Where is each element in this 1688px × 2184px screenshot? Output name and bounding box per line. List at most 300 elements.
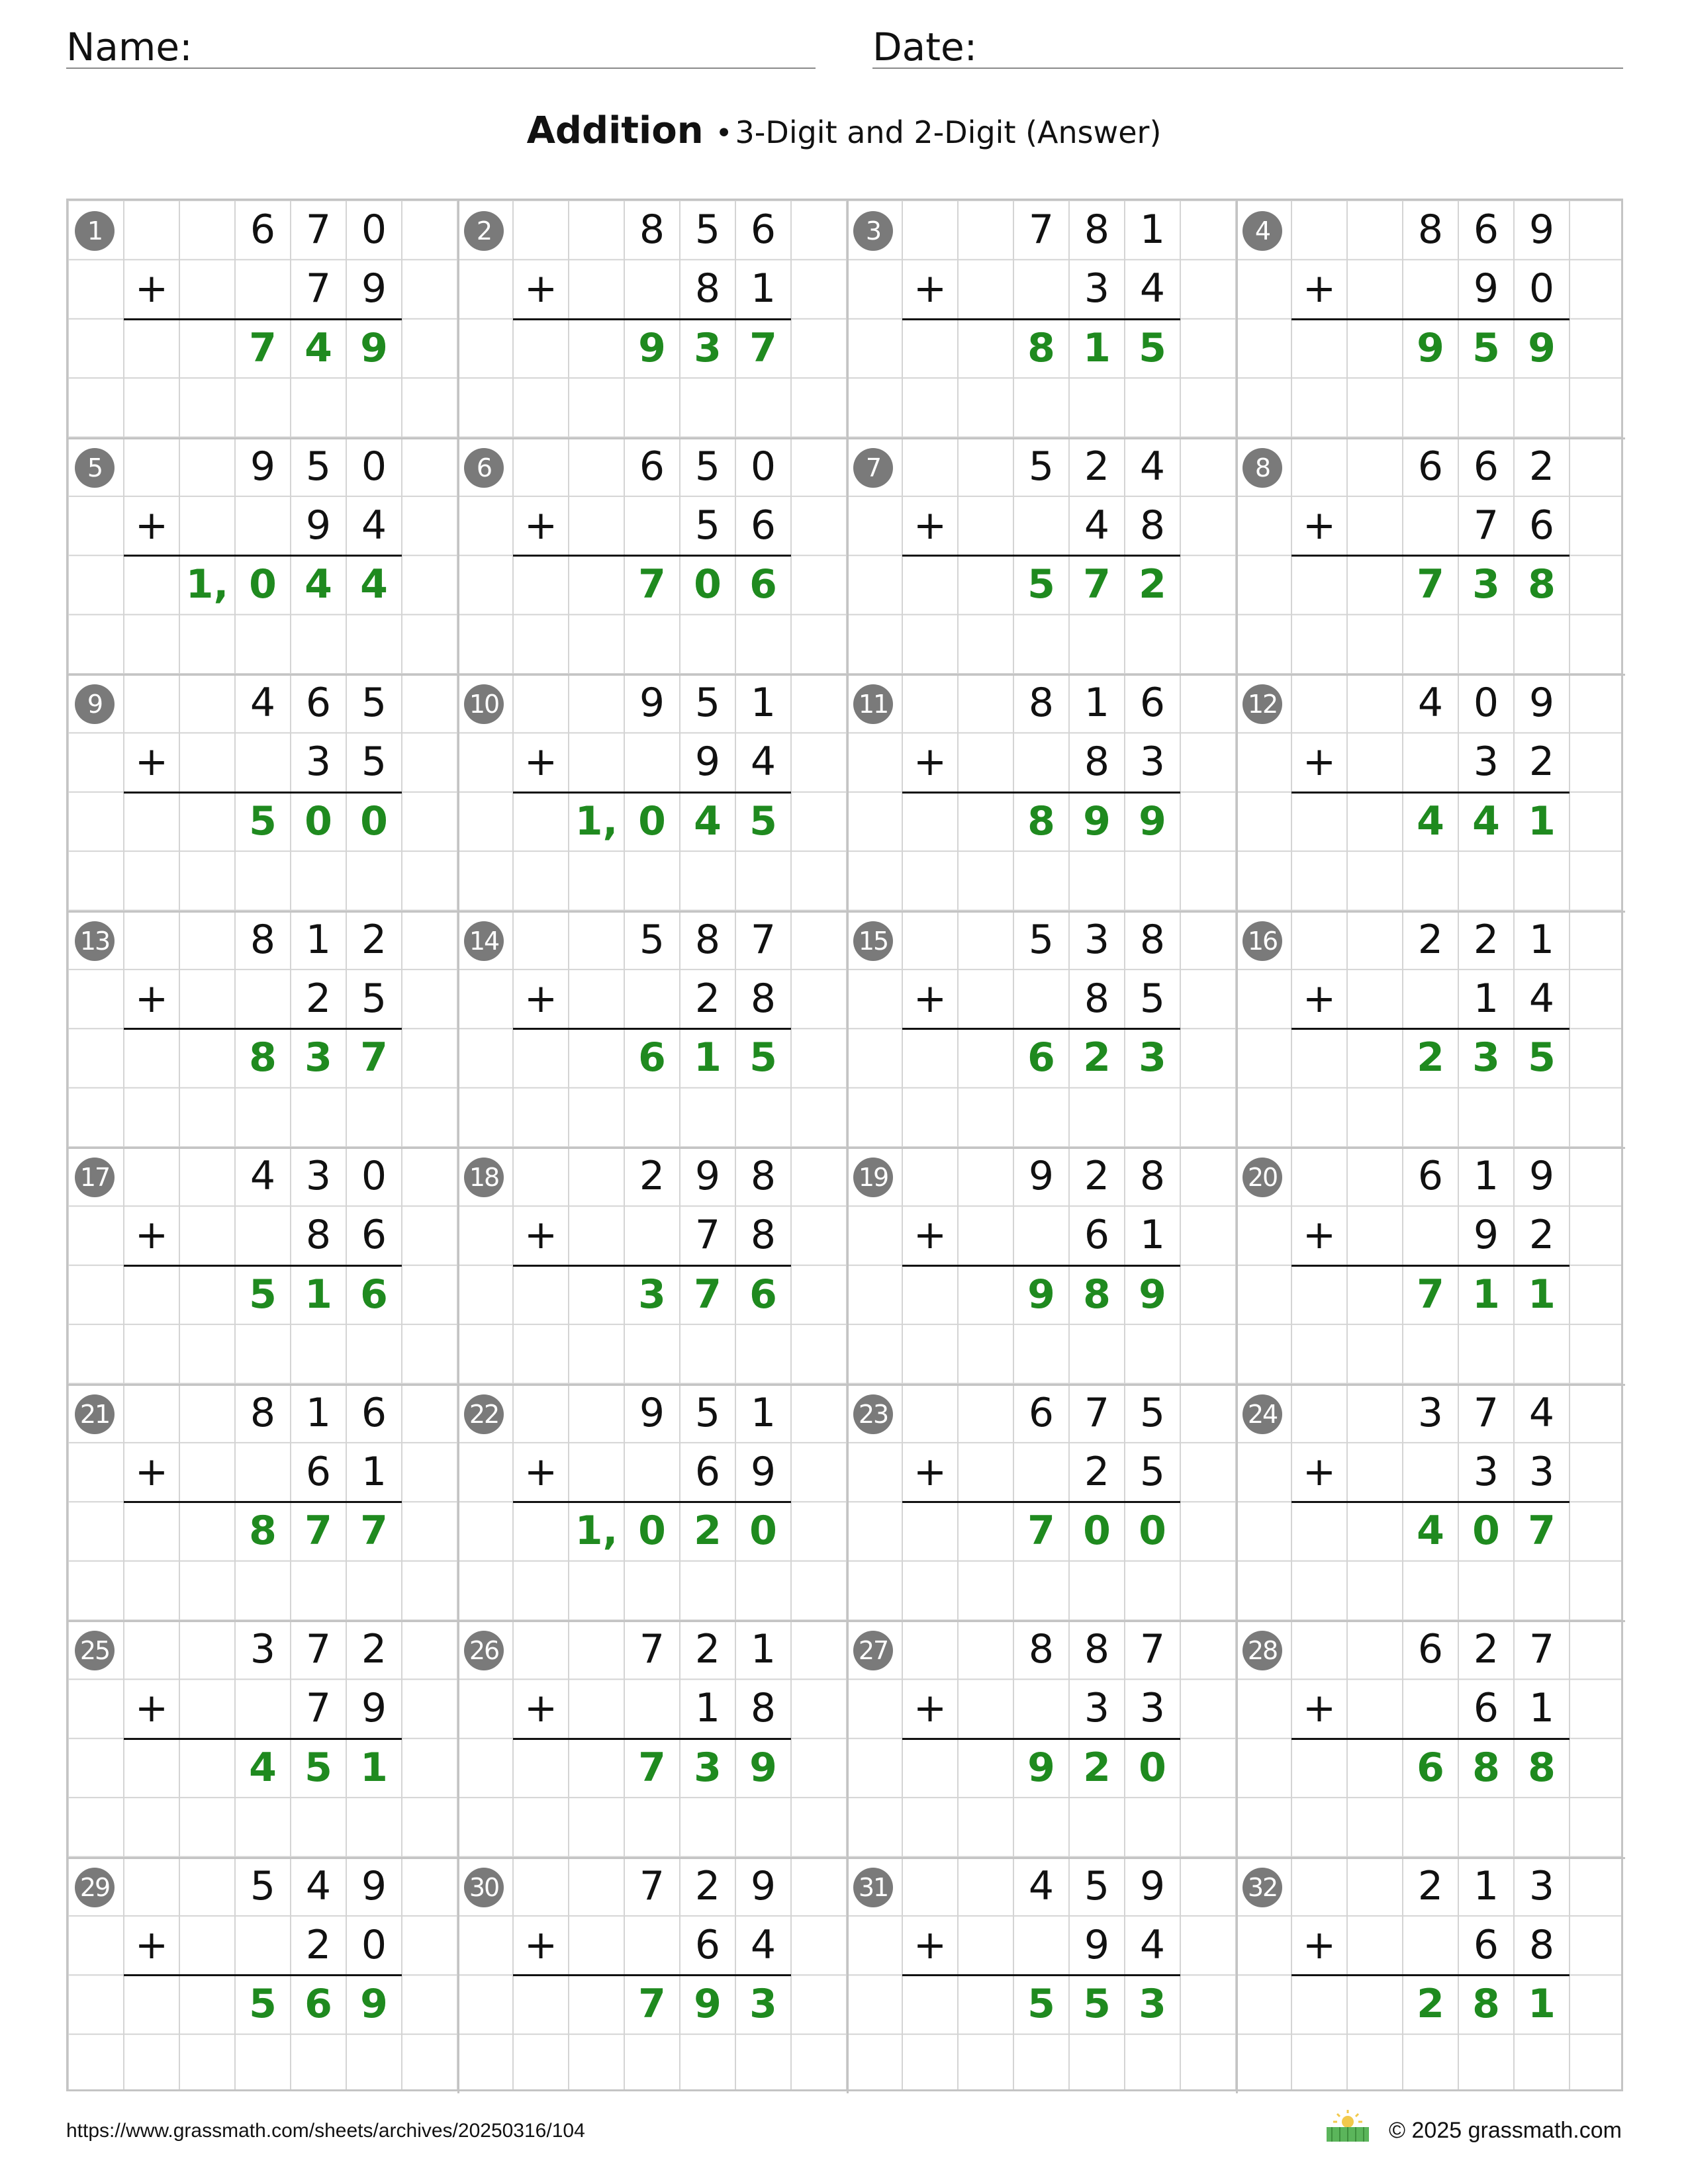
plus-sign: + — [1302, 975, 1336, 1022]
addend-digit: 0 — [750, 443, 776, 490]
answer-digit: 8 — [1528, 561, 1556, 608]
answer-digit: 1, — [575, 1508, 618, 1555]
answer-digit: 6 — [305, 1981, 332, 2028]
addend-digit: 7 — [1473, 1389, 1499, 1436]
problem-number-badge: 31 — [853, 1868, 893, 1907]
title-main: Addition — [526, 109, 704, 152]
addend-digit: 5 — [305, 443, 332, 490]
problem-22 — [457, 1384, 847, 1621]
answer-digit: 1 — [694, 1034, 722, 1081]
addend-digit: 9 — [361, 1862, 387, 1909]
answer-digit: 7 — [638, 1744, 666, 1791]
answer-digit: 0 — [638, 797, 666, 844]
addend-digit: 4 — [305, 1862, 332, 1909]
problem-16 — [1236, 911, 1625, 1148]
addend-digit: 9 — [1028, 1153, 1055, 1199]
plus-sign: + — [524, 1448, 558, 1495]
answer-digit: 7 — [1027, 1508, 1055, 1555]
addend-digit: 3 — [305, 1153, 332, 1199]
addend-digit: 1 — [1473, 1153, 1499, 1199]
answer-digit: 0 — [1139, 1508, 1166, 1555]
answer-digit: 9 — [1528, 324, 1556, 371]
plus-sign: + — [134, 975, 169, 1022]
answer-digit: 6 — [1417, 1744, 1444, 1791]
answer-digit: 6 — [638, 1034, 666, 1081]
problem-29 — [68, 1857, 457, 2094]
addend-digit: 9 — [1528, 680, 1555, 726]
problem-number-badge: 22 — [464, 1394, 504, 1434]
addend-digit: 1 — [1473, 975, 1499, 1022]
problem-15 — [847, 911, 1236, 1148]
addend-digit: 4 — [750, 1921, 776, 1968]
problem-10 — [457, 674, 847, 911]
plus-sign: + — [913, 1448, 947, 1495]
plus-sign: + — [134, 739, 169, 786]
answer-digit: 5 — [305, 1744, 332, 1791]
problem-number-badge: 21 — [75, 1394, 115, 1434]
addend-digit: 8 — [1084, 206, 1110, 253]
addend-digit: 6 — [639, 443, 665, 490]
problem-32 — [1236, 1857, 1625, 2094]
addend-digit: 3 — [1084, 916, 1110, 963]
answer-digit: 7 — [360, 1508, 388, 1555]
addend-digit: 2 — [1417, 1862, 1444, 1909]
answer-digit: 9 — [1083, 797, 1111, 844]
plus-sign: + — [134, 1921, 169, 1968]
addend-digit: 4 — [1417, 680, 1444, 726]
answer-digit: 9 — [1027, 1271, 1055, 1318]
addend-digit: 3 — [1139, 739, 1166, 786]
plus-sign: + — [1302, 1212, 1336, 1259]
addend-digit: 3 — [1084, 1685, 1110, 1732]
addend-digit: 6 — [1417, 1153, 1444, 1199]
addend-digit: 7 — [1028, 206, 1055, 253]
plus-sign: + — [913, 975, 947, 1022]
answer-digit: 5 — [749, 797, 777, 844]
problem-4 — [1236, 201, 1625, 437]
answer-digit: 5 — [249, 1271, 277, 1318]
problem-9 — [68, 674, 457, 911]
addend-digit: 7 — [639, 1862, 665, 1909]
answer-digit: 8 — [249, 1034, 277, 1081]
addend-digit: 5 — [361, 975, 387, 1022]
addend-digit: 1 — [1139, 206, 1166, 253]
addend-digit: 6 — [305, 680, 332, 726]
addend-digit: 9 — [1139, 1862, 1166, 1909]
addend-digit: 5 — [639, 916, 665, 963]
problem-number-badge: 1 — [75, 211, 115, 251]
answer-digit: 1 — [1472, 1271, 1500, 1318]
problem-31 — [847, 1857, 1236, 2094]
addend-digit: 6 — [305, 1448, 332, 1495]
addend-digit: 2 — [1473, 916, 1499, 963]
problem-number-badge: 17 — [75, 1158, 115, 1197]
answer-digit: 9 — [1417, 324, 1444, 371]
addend-digit: 3 — [1528, 1448, 1555, 1495]
answer-digit: 4 — [305, 324, 332, 371]
addend-digit: 2 — [1528, 739, 1555, 786]
answer-digit: 5 — [1528, 1034, 1556, 1081]
plus-sign: + — [524, 502, 558, 549]
addend-digit: 1 — [750, 1626, 776, 1672]
addend-digit: 9 — [694, 739, 721, 786]
answer-digit: 0 — [1083, 1508, 1111, 1555]
problem-12 — [1236, 674, 1625, 911]
problem-number-badge: 15 — [853, 921, 893, 961]
addend-digit: 7 — [694, 1212, 721, 1259]
addend-digit: 3 — [1473, 1448, 1499, 1495]
addend-digit: 7 — [1528, 1626, 1555, 1672]
problem-24 — [1236, 1384, 1625, 1621]
problem-number-badge: 16 — [1243, 921, 1282, 961]
plus-sign: + — [134, 1212, 169, 1259]
answer-digit: 7 — [360, 1034, 388, 1081]
answer-digit: 5 — [1027, 561, 1055, 608]
addend-digit: 0 — [361, 1921, 387, 1968]
addend-digit: 5 — [694, 443, 721, 490]
answer-digit: 5 — [749, 1034, 777, 1081]
addend-digit: 8 — [694, 265, 721, 312]
problem-5 — [68, 437, 457, 674]
plus-sign: + — [524, 739, 558, 786]
addend-digit: 6 — [1417, 443, 1444, 490]
addend-digit: 1 — [694, 1685, 721, 1732]
answer-digit: 8 — [1083, 1271, 1111, 1318]
answer-digit: 2 — [694, 1508, 722, 1555]
problem-number-badge: 26 — [464, 1631, 504, 1670]
addend-digit: 6 — [1028, 1389, 1055, 1436]
answer-digit: 6 — [1027, 1034, 1055, 1081]
problem-number-badge: 29 — [75, 1868, 115, 1907]
addend-digit: 7 — [639, 1626, 665, 1672]
addend-digit: 6 — [361, 1389, 387, 1436]
addend-digit: 8 — [694, 916, 721, 963]
problem-number-badge: 20 — [1243, 1158, 1282, 1197]
answer-digit: 4 — [360, 561, 388, 608]
addend-digit: 1 — [1528, 916, 1555, 963]
problem-number-badge: 5 — [75, 448, 115, 488]
addend-digit: 9 — [305, 502, 332, 549]
addend-digit: 7 — [1139, 1626, 1166, 1672]
problem-19 — [847, 1147, 1236, 1384]
addend-digit: 9 — [361, 265, 387, 312]
plus-sign: + — [1302, 1685, 1336, 1732]
addend-digit: 6 — [694, 1921, 721, 1968]
addend-digit: 9 — [361, 1685, 387, 1732]
addend-digit: 5 — [1084, 1862, 1110, 1909]
answer-digit: 7 — [1083, 561, 1111, 608]
addend-digit: 4 — [1528, 975, 1555, 1022]
addend-digit: 6 — [1084, 1212, 1110, 1259]
grassmath-logo-icon — [1324, 2109, 1372, 2143]
addend-digit: 5 — [1139, 1448, 1166, 1495]
answer-digit: 4 — [1417, 1508, 1444, 1555]
addend-digit: 4 — [1028, 1862, 1055, 1909]
addend-digit: 0 — [1528, 265, 1555, 312]
problem-number-badge: 10 — [464, 684, 504, 724]
title-subtitle: 3-Digit and 2-Digit (Answer) — [735, 114, 1162, 150]
answer-digit: 6 — [749, 561, 777, 608]
addend-digit: 7 — [305, 1685, 332, 1732]
problem-23 — [847, 1384, 1236, 1621]
plus-sign: + — [524, 975, 558, 1022]
problem-11 — [847, 674, 1236, 911]
answer-digit: 9 — [749, 1744, 777, 1791]
addend-digit: 9 — [694, 1153, 721, 1199]
worksheet-title — [0, 105, 1688, 166]
answer-digit: 3 — [305, 1034, 332, 1081]
answer-digit: 1, — [575, 797, 618, 844]
answer-digit: 0 — [1472, 1508, 1500, 1555]
addend-digit: 4 — [250, 680, 276, 726]
addend-digit: 1 — [1084, 680, 1110, 726]
problem-30 — [457, 1857, 847, 2094]
plus-sign: + — [524, 1212, 558, 1259]
answer-digit: 5 — [249, 797, 277, 844]
answer-digit: 0 — [360, 797, 388, 844]
addend-digit: 4 — [361, 502, 387, 549]
addend-digit: 2 — [1084, 443, 1110, 490]
addend-digit: 5 — [1139, 975, 1166, 1022]
addend-digit: 1 — [361, 1448, 387, 1495]
answer-digit: 4 — [1472, 797, 1500, 844]
addend-digit: 8 — [1028, 680, 1055, 726]
answer-digit: 9 — [638, 324, 666, 371]
addend-digit: 5 — [1028, 443, 1055, 490]
addend-digit: 9 — [750, 1862, 776, 1909]
addend-digit: 7 — [305, 206, 332, 253]
addend-digit: 5 — [694, 1389, 721, 1436]
addend-digit: 6 — [750, 502, 776, 549]
addend-digit: 8 — [750, 1212, 776, 1259]
answer-digit: 5 — [1027, 1981, 1055, 2028]
addend-digit: 3 — [250, 1626, 276, 1672]
addend-digit: 5 — [1028, 916, 1055, 963]
problem-20 — [1236, 1147, 1625, 1384]
problem-2 — [457, 201, 847, 437]
answer-digit: 7 — [638, 561, 666, 608]
addend-digit: 6 — [250, 206, 276, 253]
addend-digit: 8 — [1084, 739, 1110, 786]
problem-number-badge: 23 — [853, 1394, 893, 1434]
answer-digit: 3 — [749, 1981, 777, 2028]
plus-sign: + — [913, 502, 947, 549]
problem-number-badge: 32 — [1243, 1868, 1282, 1907]
addend-digit: 6 — [1417, 1626, 1444, 1672]
addend-digit: 0 — [361, 206, 387, 253]
addend-digit: 8 — [1417, 206, 1444, 253]
problem-14 — [457, 911, 847, 1148]
problem-28 — [1236, 1620, 1625, 1857]
addend-digit: 2 — [1473, 1626, 1499, 1672]
plus-sign: + — [1302, 739, 1336, 786]
plus-sign: + — [1302, 265, 1336, 312]
problem-number-badge: 8 — [1243, 448, 1282, 488]
problem-1 — [68, 201, 457, 437]
plus-sign: + — [913, 1212, 947, 1259]
plus-sign: + — [1302, 502, 1336, 549]
addend-digit: 9 — [750, 1448, 776, 1495]
addend-digit: 2 — [694, 1626, 721, 1672]
addend-digit: 5 — [1139, 1389, 1166, 1436]
addend-digit: 2 — [1084, 1153, 1110, 1199]
problem-number-badge: 2 — [464, 211, 504, 251]
answer-digit: 4 — [694, 797, 722, 844]
answer-digit: 4 — [305, 561, 332, 608]
plus-sign: + — [1302, 1448, 1336, 1495]
answer-digit: 6 — [360, 1271, 388, 1318]
answer-digit: 1 — [1528, 797, 1556, 844]
addend-digit: 1 — [1139, 1212, 1166, 1259]
addend-digit: 2 — [1528, 1212, 1555, 1259]
addend-digit: 2 — [361, 916, 387, 963]
answer-digit: 8 — [1528, 1744, 1556, 1791]
problem-3 — [847, 201, 1236, 437]
answer-digit: 5 — [1083, 1981, 1111, 2028]
answer-digit: 7 — [305, 1508, 332, 1555]
addend-digit: 1 — [750, 680, 776, 726]
addend-digit: 6 — [694, 1448, 721, 1495]
addend-digit: 5 — [694, 502, 721, 549]
answer-digit: 7 — [638, 1981, 666, 2028]
addend-digit: 6 — [1139, 680, 1166, 726]
answer-digit: 1 — [305, 1271, 332, 1318]
addend-digit: 2 — [694, 975, 721, 1022]
addend-digit: 4 — [1084, 502, 1110, 549]
answer-digit: 9 — [360, 1981, 388, 2028]
addend-digit: 8 — [750, 975, 776, 1022]
addend-digit: 8 — [1084, 1626, 1110, 1672]
answer-digit: 7 — [694, 1271, 722, 1318]
answer-digit: 6 — [749, 1271, 777, 1318]
plus-sign: + — [913, 265, 947, 312]
plus-sign: + — [524, 1685, 558, 1732]
addend-digit: 9 — [1528, 206, 1555, 253]
answer-digit: 8 — [1472, 1744, 1500, 1791]
problem-number-badge: 7 — [853, 448, 893, 488]
answer-digit: 8 — [1027, 797, 1055, 844]
addend-digit: 1 — [750, 1389, 776, 1436]
plus-sign: + — [1302, 1921, 1336, 1968]
answer-digit: 4 — [1417, 797, 1444, 844]
addend-digit: 6 — [750, 206, 776, 253]
addend-digit: 9 — [1473, 1212, 1499, 1259]
answer-digit: 1 — [360, 1744, 388, 1791]
answer-digit: 1 — [1528, 1271, 1556, 1318]
problem-17 — [68, 1147, 457, 1384]
addend-digit: 9 — [1084, 1921, 1110, 1968]
problem-number-badge: 19 — [853, 1158, 893, 1197]
addend-digit: 8 — [1139, 502, 1166, 549]
addend-digit: 3 — [1139, 1685, 1166, 1732]
answer-digit: 5 — [249, 1981, 277, 2028]
answer-digit: 0 — [249, 561, 277, 608]
addend-digit: 3 — [1528, 1862, 1555, 1909]
answer-digit: 4 — [249, 1744, 277, 1791]
answer-digit: 0 — [694, 561, 722, 608]
answer-digit: 2 — [1139, 561, 1166, 608]
answer-digit: 9 — [1139, 797, 1166, 844]
addend-digit: 6 — [1473, 1685, 1499, 1732]
answer-digit: 2 — [1417, 1034, 1444, 1081]
addend-digit: 9 — [1473, 265, 1499, 312]
addend-digit: 2 — [1417, 916, 1444, 963]
problem-number-badge: 9 — [75, 684, 115, 724]
addend-digit: 2 — [639, 1153, 665, 1199]
answer-digit: 3 — [1139, 1981, 1166, 2028]
answer-digit: 7 — [1528, 1508, 1556, 1555]
addend-digit: 7 — [305, 1626, 332, 1672]
addend-digit: 8 — [1028, 1626, 1055, 1672]
answer-digit: 3 — [694, 1744, 722, 1791]
answer-digit: 3 — [1472, 1034, 1500, 1081]
addend-digit: 1 — [1473, 1862, 1499, 1909]
addend-digit: 2 — [305, 1921, 332, 1968]
problem-25 — [68, 1620, 457, 1857]
answer-digit: 7 — [749, 324, 777, 371]
answer-digit: 3 — [638, 1271, 666, 1318]
addend-digit: 9 — [250, 443, 276, 490]
addend-digit: 8 — [1528, 1921, 1555, 1968]
plus-sign: + — [524, 1921, 558, 1968]
answer-digit: 9 — [694, 1981, 722, 2028]
answer-digit: 9 — [1027, 1744, 1055, 1791]
problem-number-badge: 28 — [1243, 1631, 1282, 1670]
addend-digit: 7 — [305, 265, 332, 312]
answer-digit: 9 — [1139, 1271, 1166, 1318]
answer-digit: 2 — [1417, 1981, 1444, 2028]
answer-digit: 8 — [249, 1508, 277, 1555]
problem-number-badge: 27 — [853, 1631, 893, 1670]
addend-digit: 8 — [305, 1212, 332, 1259]
addend-digit: 6 — [361, 1212, 387, 1259]
addend-digit: 5 — [694, 206, 721, 253]
addend-digit: 3 — [305, 739, 332, 786]
plus-sign: + — [134, 502, 169, 549]
problem-18 — [457, 1147, 847, 1384]
problem-number-badge: 30 — [464, 1868, 504, 1907]
problem-21 — [68, 1384, 457, 1621]
addend-digit: 3 — [1084, 265, 1110, 312]
answer-digit: 0 — [638, 1508, 666, 1555]
plus-sign: + — [134, 265, 169, 312]
addend-digit: 2 — [1084, 1448, 1110, 1495]
footer-url: https://www.grassmath.com/sheets/archives/20250316/104 — [66, 2120, 585, 2142]
plus-sign: + — [913, 1685, 947, 1732]
addend-digit: 9 — [1528, 1153, 1555, 1199]
answer-digit: 5 — [1139, 324, 1166, 371]
addend-digit: 2 — [361, 1626, 387, 1672]
answer-digit: 8 — [1027, 324, 1055, 371]
plus-sign: + — [913, 739, 947, 786]
addend-digit: 4 — [1139, 1921, 1166, 1968]
addend-digit: 2 — [1528, 443, 1555, 490]
answer-digit: 8 — [1472, 1981, 1500, 2028]
problem-13 — [68, 911, 457, 1148]
problem-number-badge: 18 — [464, 1158, 504, 1197]
problem-number-badge: 6 — [464, 448, 504, 488]
addend-digit: 6 — [1473, 443, 1499, 490]
answer-digit: 0 — [749, 1508, 777, 1555]
problem-number-badge: 14 — [464, 921, 504, 961]
addend-digit: 5 — [361, 739, 387, 786]
answer-digit: 9 — [360, 324, 388, 371]
answer-digit: 3 — [1472, 561, 1500, 608]
answer-digit: 7 — [1417, 1271, 1444, 1318]
addend-digit: 7 — [1084, 1389, 1110, 1436]
addend-digit: 6 — [1473, 206, 1499, 253]
answer-digit: 3 — [1139, 1034, 1166, 1081]
